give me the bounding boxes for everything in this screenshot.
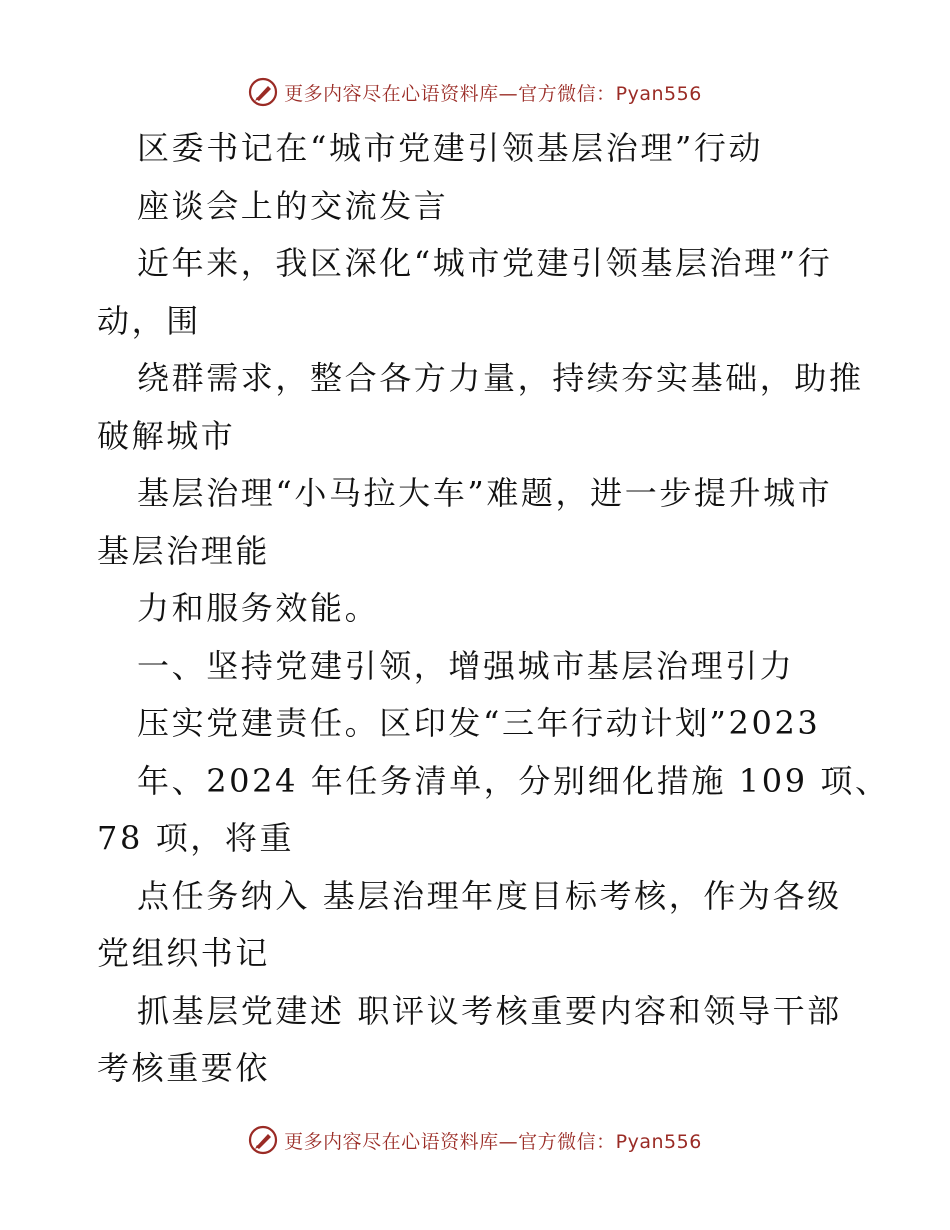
- text-line: 动，围: [97, 301, 201, 340]
- text-line: 一、坚持党建引领，增强城市基层治理引力: [137, 646, 795, 685]
- footer-banner: [0, 1120, 950, 1160]
- quill-pen-logo-icon: [248, 77, 278, 107]
- text-line: 基层治理能: [97, 531, 271, 570]
- text-line: 区委书记在“城市党建引领基层治理”行动: [137, 129, 764, 167]
- text-line: 年、2024 年任务清单，分别细化措施 109 项、: [137, 761, 890, 800]
- text-line: 近年来，我区深化“城市党建引领基层治理”行: [137, 244, 833, 282]
- header-banner: [0, 72, 950, 112]
- text-line: 破解城市: [97, 416, 236, 455]
- text-line: 力和服务效能。: [137, 589, 380, 627]
- text-line: 78 项，将重: [97, 819, 295, 857]
- text-line: 绕群需求，整合各方力量，持续夯实基础，助推: [137, 359, 864, 397]
- text-line: 点任务纳入 基层治理年度目标考核，作为各级: [137, 876, 842, 915]
- text-line: 压实党建责任。区印发“三年行动计划”2023: [137, 704, 821, 742]
- text-line: 座谈会上的交流发言: [137, 186, 449, 225]
- text-line: 考核重要依: [97, 1049, 271, 1087]
- text-line: 抓基层党建述 职评议考核重要内容和领导干部: [137, 991, 842, 1030]
- document-body: [97, 120, 890, 1098]
- quill-pen-logo-icon: [248, 1125, 278, 1155]
- banner-text: 更多内容尽在心语资料库—官方微信：Pyan556: [284, 82, 702, 105]
- text-line: 党组织书记: [97, 934, 271, 972]
- text-line: 基层治理“小马拉大车”难题，进一步提升城市: [137, 474, 833, 512]
- banner-text: 更多内容尽在心语资料库—官方微信：Pyan556: [284, 1130, 702, 1153]
